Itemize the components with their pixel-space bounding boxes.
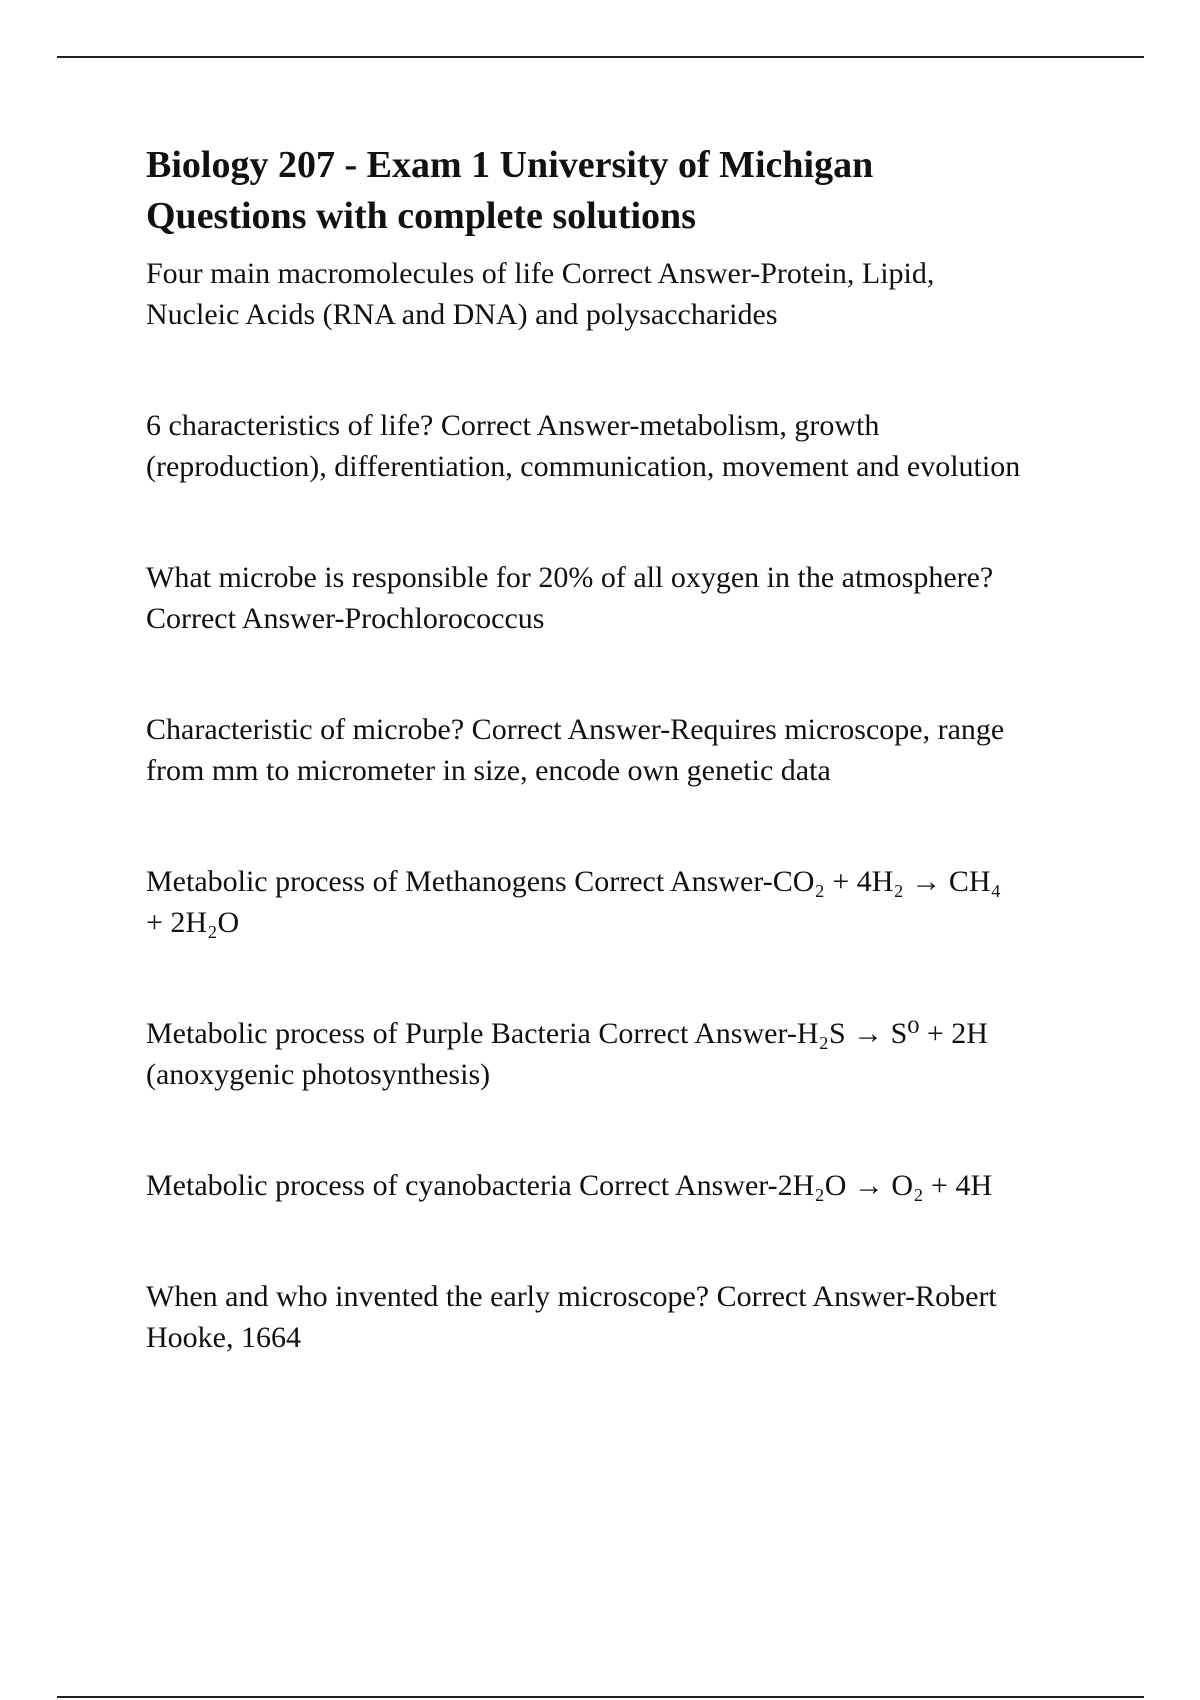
qa-line: Characteristic of microbe? Correct Answer-Requires microscope, range <box>146 713 1005 746</box>
qa-line: What microbe is responsible for 20% of all oxygen in the atmosphere? <box>146 561 994 594</box>
qa-line: Four main macromolecules of life Correct Answer-Protein, Lipid, <box>146 257 935 290</box>
qa-line: (reproduction), differentiation, communication, movement and evolution <box>146 450 1021 483</box>
qa-line: Nucleic Acids (RNA and DNA) and polysaccharides <box>146 298 778 331</box>
qa-line: from mm to micrometer in size, encode own genetic data <box>146 754 831 787</box>
title-line-2: Questions with complete solutions <box>146 195 696 237</box>
qa-line: Metabolic process of Purple Bacteria Correct Answer-H₂S → S⁰ + 2H <box>146 1017 988 1050</box>
qa-line: When and who invented the early microscope? Correct Answer-Robert <box>146 1280 997 1313</box>
document-body <box>146 140 1106 1358</box>
qa-line: Correct Answer-Prochlorococcus <box>146 602 545 635</box>
document-title <box>146 140 1106 242</box>
qa-item-purple-bacteria <box>146 1013 1106 1095</box>
qa-line: 6 characteristics of life? Correct Answer-metabolism, growth <box>146 409 880 442</box>
qa-item-early-microscope <box>146 1276 1106 1358</box>
qa-line: Metabolic process of Methanogens Correct Answer-CO₂ + 4H₂ → CH₄ <box>146 865 1002 898</box>
qa-line: + 2H₂O <box>146 906 240 939</box>
qa-line: (anoxygenic photosynthesis) <box>146 1058 491 1091</box>
bottom-rule <box>57 1696 1144 1698</box>
qa-item-cyanobacteria <box>146 1165 1106 1206</box>
qa-item-macromolecules <box>146 253 1106 335</box>
top-rule <box>57 56 1144 58</box>
qa-line: Metabolic process of cyanobacteria Correct Answer-2H₂O → O₂ + 4H <box>146 1169 993 1202</box>
qa-line: Hooke, 1664 <box>146 1321 301 1354</box>
title-line-1: Biology 207 - Exam 1 University of Michigan <box>146 144 874 186</box>
qa-item-characteristics-of-life <box>146 405 1106 487</box>
qa-item-oxygen-microbe <box>146 557 1106 639</box>
qa-item-methanogens <box>146 861 1106 943</box>
qa-item-microbe-characteristic <box>146 709 1106 791</box>
